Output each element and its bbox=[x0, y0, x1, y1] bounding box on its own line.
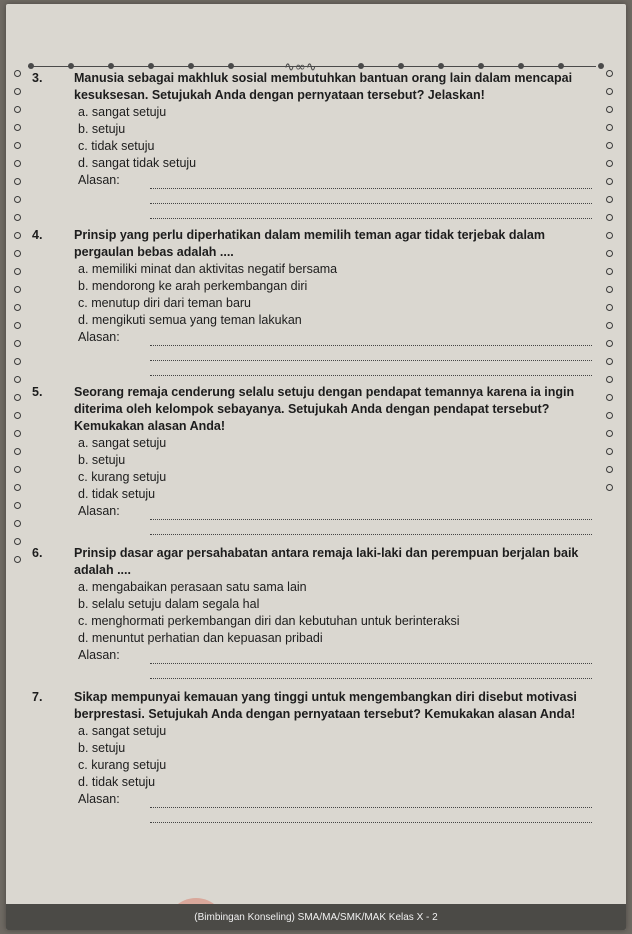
question-number: 6. bbox=[32, 546, 43, 560]
binder-ring-icon bbox=[606, 268, 613, 275]
binder-ring-icon bbox=[606, 178, 613, 185]
alasan-row bbox=[74, 329, 592, 346]
question-6 bbox=[32, 545, 592, 679]
binder-ring-icon bbox=[14, 250, 21, 257]
option-a[interactable]: a. sangat setuju bbox=[78, 105, 167, 119]
alasan-row bbox=[74, 172, 592, 189]
binder-ring-icon bbox=[14, 538, 21, 545]
option-a[interactable]: a. memiliki minat dan aktivitas negatif bersama bbox=[78, 262, 338, 276]
alasan-row bbox=[74, 791, 592, 808]
binder-ring-icon bbox=[14, 286, 21, 293]
binder-ring-icon bbox=[606, 160, 613, 167]
question-number: 5. bbox=[32, 385, 43, 399]
page-footer bbox=[6, 904, 626, 930]
question-list bbox=[32, 70, 592, 823]
binder-ring-icon bbox=[606, 412, 613, 419]
question-5 bbox=[32, 384, 592, 535]
binder-ring-icon bbox=[14, 502, 21, 509]
binder-ring-icon bbox=[606, 250, 613, 257]
binder-ring-icon bbox=[14, 178, 21, 185]
option-c[interactable]: c. menghormati perkembangan diri dan kebutuhan untuk berinteraksi bbox=[78, 614, 460, 628]
binder-ring-icon bbox=[606, 340, 613, 347]
option-b[interactable]: b. mendorong ke arah perkembangan diri bbox=[78, 279, 308, 293]
alasan-row bbox=[74, 503, 592, 520]
option-a[interactable]: a. mengabaikan perasaan satu sama lain bbox=[78, 580, 307, 594]
alasan-label: Alasan: bbox=[78, 330, 120, 344]
binder-ring-icon bbox=[606, 448, 613, 455]
binder-ring-icon bbox=[606, 124, 613, 131]
question-3 bbox=[32, 70, 592, 219]
answer-line[interactable] bbox=[150, 520, 592, 535]
question-number: 4. bbox=[32, 228, 43, 242]
binder-ring-icon bbox=[606, 286, 613, 293]
scroll-ornament-icon: ∿∞∿ bbox=[284, 60, 317, 75]
binder-ring-icon bbox=[14, 376, 21, 383]
option-d[interactable]: d. mengikuti semua yang teman lakukan bbox=[78, 313, 302, 327]
alasan-label: Alasan: bbox=[78, 648, 120, 662]
question-number: 7. bbox=[32, 690, 43, 704]
option-c[interactable]: c. kurang setuju bbox=[78, 758, 167, 772]
option-c[interactable]: c. menutup diri dari teman baru bbox=[78, 296, 252, 310]
answer-line[interactable] bbox=[150, 795, 592, 808]
question-number: 3. bbox=[32, 71, 43, 85]
binder-ring-icon bbox=[606, 106, 613, 113]
question-stem: Prinsip dasar agar persahabatan antara remaja laki-laki dan perempuan berjalan baik adalah .... bbox=[74, 546, 579, 577]
question-stem: Sikap mempunyai kemauan yang tinggi untuk mengembangkan diri disebut motivasi berprestasi. Setujukah Anda dengan pernyataan tersebut? Kemukakan alasan Anda! bbox=[74, 690, 577, 721]
answer-line[interactable] bbox=[150, 651, 592, 664]
binder-ring-icon bbox=[14, 196, 21, 203]
answer-line[interactable] bbox=[150, 176, 592, 189]
binder-ring-icon bbox=[14, 466, 21, 473]
alasan-label: Alasan: bbox=[78, 504, 120, 518]
option-b[interactable]: b. setuju bbox=[78, 122, 126, 136]
binder-ring-icon bbox=[14, 70, 21, 77]
option-c[interactable]: c. tidak setuju bbox=[78, 139, 155, 153]
question-4 bbox=[32, 227, 592, 376]
answer-line[interactable] bbox=[150, 507, 592, 520]
binder-ring-icon bbox=[14, 430, 21, 437]
binder-ring-icon bbox=[14, 520, 21, 527]
answer-line[interactable] bbox=[150, 361, 592, 376]
question-stem: Prinsip yang perlu diperhatikan dalam memilih teman agar tidak terjebak dalam pergaulan bebas adalah .... bbox=[74, 228, 545, 259]
binder-ring-icon bbox=[14, 106, 21, 113]
option-a[interactable]: a. sangat setuju bbox=[78, 724, 167, 738]
binder-ring-icon bbox=[14, 394, 21, 401]
option-b[interactable]: b. selalu setuju dalam segala hal bbox=[78, 597, 260, 611]
binder-ring-icon bbox=[606, 196, 613, 203]
option-d[interactable]: d. menuntut perhatian dan kepuasan pribadi bbox=[78, 631, 323, 645]
footer-text: (Bimbingan Konseling) SMA/MA/SMK/MAK Kelas X - 2 bbox=[194, 911, 438, 923]
binder-ring-icon bbox=[14, 448, 21, 455]
binder-ring-icon bbox=[14, 484, 21, 491]
answer-line[interactable] bbox=[150, 664, 592, 679]
answer-line[interactable] bbox=[150, 189, 592, 204]
binder-ring-icon bbox=[14, 268, 21, 275]
binder-ring-icon bbox=[606, 322, 613, 329]
worksheet-page bbox=[6, 4, 626, 930]
binder-ring-icon bbox=[606, 232, 613, 239]
binder-ring-icon bbox=[14, 340, 21, 347]
binder-ring-icon bbox=[606, 376, 613, 383]
binder-ring-icon bbox=[606, 214, 613, 221]
binder-rings-right bbox=[606, 70, 616, 502]
option-b[interactable]: b. setuju bbox=[78, 741, 126, 755]
binder-ring-icon bbox=[14, 88, 21, 95]
answer-line[interactable] bbox=[150, 346, 592, 361]
binder-ring-icon bbox=[14, 322, 21, 329]
alasan-label: Alasan: bbox=[78, 792, 120, 806]
binder-ring-icon bbox=[14, 412, 21, 419]
option-b[interactable]: b. setuju bbox=[78, 453, 126, 467]
answer-line[interactable] bbox=[150, 333, 592, 346]
binder-ring-icon bbox=[606, 304, 613, 311]
binder-ring-icon bbox=[606, 466, 613, 473]
binder-ring-icon bbox=[606, 142, 613, 149]
binder-ring-icon bbox=[14, 124, 21, 131]
answer-line[interactable] bbox=[150, 204, 592, 219]
answer-line[interactable] bbox=[150, 808, 592, 823]
binder-ring-icon bbox=[14, 556, 21, 563]
alasan-label: Alasan: bbox=[78, 173, 120, 187]
binder-ring-icon bbox=[14, 232, 21, 239]
binder-ring-icon bbox=[14, 304, 21, 311]
option-d[interactable]: d. sangat tidak setuju bbox=[78, 156, 197, 170]
question-stem: Manusia sebagai makhluk sosial membutuhkan bantuan orang lain dalam mencapai kesuksesan. Setujukah Anda dengan pernyataan tersebut? Jelaskan! bbox=[74, 71, 573, 102]
binder-ring-icon bbox=[14, 214, 21, 221]
alasan-row bbox=[74, 647, 592, 664]
binder-ring-icon bbox=[606, 70, 613, 77]
question-stem: Seorang remaja cenderung selalu setuju dengan pendapat temannya karena ia ingin diterima oleh kelompok sebayanya. Setujukah Anda dengan pendapat tersebut? Kemukakan alasan Anda! bbox=[74, 385, 575, 433]
binder-rings-left bbox=[14, 70, 24, 574]
binder-ring-icon bbox=[606, 394, 613, 401]
binder-ring-icon bbox=[606, 88, 613, 95]
option-c[interactable]: c. kurang setuju bbox=[78, 470, 167, 484]
binder-ring-icon bbox=[606, 430, 613, 437]
question-7 bbox=[32, 689, 592, 823]
binder-ring-icon bbox=[14, 142, 21, 149]
binder-ring-icon bbox=[606, 358, 613, 365]
option-a[interactable]: a. sangat setuju bbox=[78, 436, 167, 450]
binder-ring-icon bbox=[606, 484, 613, 491]
binder-ring-icon bbox=[14, 160, 21, 167]
option-d[interactable]: d. tidak setuju bbox=[78, 775, 156, 789]
binder-ring-icon bbox=[14, 358, 21, 365]
option-d[interactable]: d. tidak setuju bbox=[78, 487, 156, 501]
